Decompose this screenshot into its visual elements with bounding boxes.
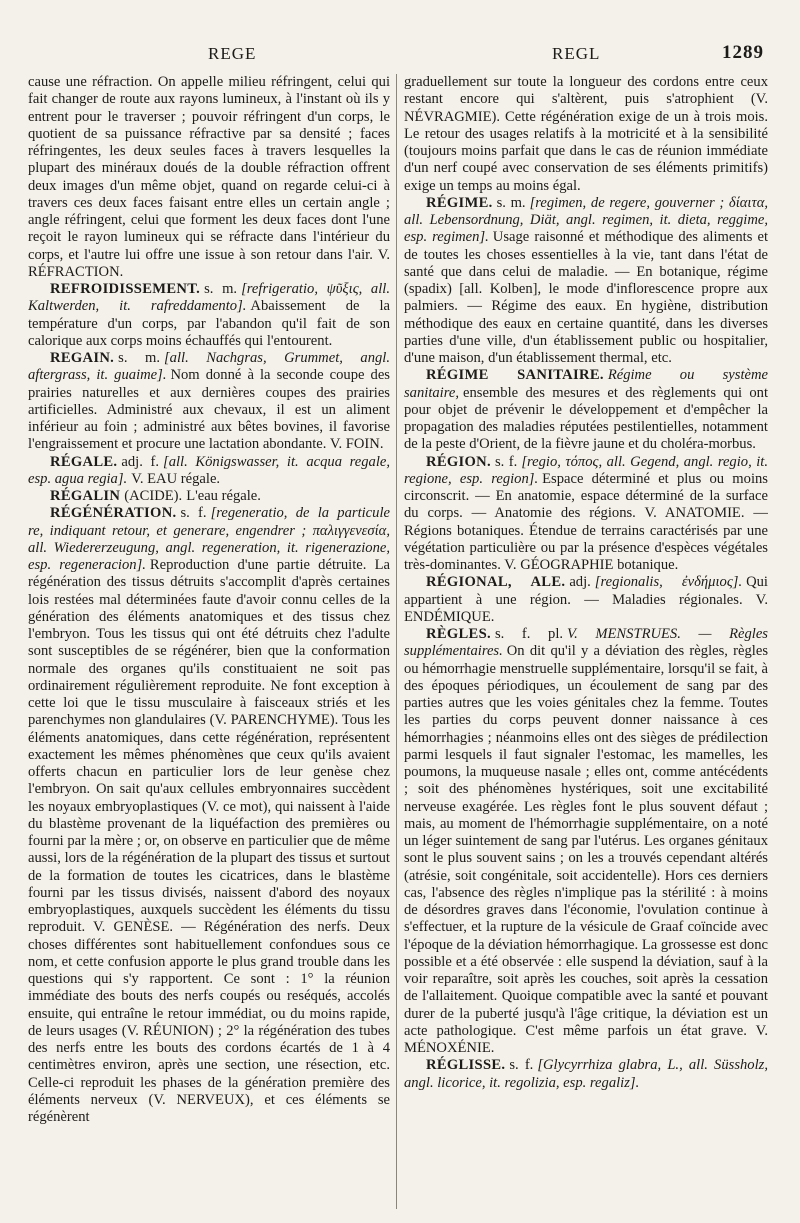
entry-etymology: [regeneratio, de la particule re, indiquant retour, et generare, engendrer ; παλιγγενεσία, all. Wiedererzeugung, angl. regeneration, it. rigenerazione, esp. regeneracion].	[28, 505, 390, 573]
entry-definition: Qui appartient à une région. — Maladies régionales. V. ENDÉMIQUE.	[404, 574, 768, 625]
entry-headword: RÉGALIN	[50, 488, 121, 504]
entry-grammar: s. m.	[204, 281, 238, 297]
entry-grammar: (ACIDE).	[124, 488, 183, 504]
entry-grammar: s. f.	[180, 505, 207, 522]
entry-definition: Nom donné à la seconde coupe des prairies naturelles et aux dernières coupes des prairies artificielles. Administré aux chevaux, il est un aliment inférieur au foin ; administré aux bêtes bovines, il favorise l'engraissement et procure une lactation abondante. V. FOIN.	[28, 367, 390, 453]
entry-headword: REGAIN.	[50, 350, 115, 366]
right-column	[404, 74, 768, 1214]
entry-definition: On dit qu'il y a déviation des règles, règles ou hémorrhagie menstruelle supplémentaire, lorsqu'il se fait, à des époques périodiques, un écoulement de sang par des parties autres que les voies génitales chez la femme. Toutes les parties du corps peuvent donner naissance à ces hémorrhagies ; néanmoins elles ont des sièges de prédilection parmi lesquels il faut signaler l'estomac, les mamelles, les poumons, la muqueuse nasale ; elles ont, comme antécédents ; soit des phénomènes hystériques, soit une excitabilité nerveuse exagérée. Les règles font le plus souvent défaut ; mais, au moment de l'hémorrhagie supplémentaire, on a noté un léger suintement de sang par l'utérus. Les organes génitaux sont le plus souvent sains ; on les a trouvés cependant altérés (atrésie, soit congénitale, soit accidentelle). Hors ces derniers cas, l'absence des règles n'implique pas la stérilité : à moins de désordres graves dans l'économie, l'ovulation continue à s'effectuer, et la rupture de la vésicule de Graaf coïncide avec l'époque de la déviation hémorrhagique. La grossesse est donc possible et a été observée : elle suspend la déviation, sauf à la voir reparaître, soit après les couches, soit après la cessation de l'allaitement. Quoique compatible avec la santé et pouvant durer de la puberté jusqu'à l'âge critique, la déviation est un acte pathologique. C'est même parfois un état grave. V. MÉNOXÉNIE.	[404, 643, 768, 1056]
dictionary-entry	[404, 1057, 768, 1092]
entry-grammar: adj. f.	[121, 453, 160, 470]
entry-grammar: s. m.	[118, 350, 160, 366]
entry-etymology: Régime ou système sanitaire,	[404, 367, 768, 401]
entry-etymology: [regimen, de regere, gouverner ; δίαιτα, all. Lebensordnung, Diät, angl. regimen, it. dieta, reggime, esp. regimen].	[404, 194, 768, 246]
entry-grammar: s. f. pl.	[494, 626, 564, 642]
dictionary-entry	[28, 281, 390, 350]
entry-etymology: [all. Königswasser, it. acqua regale, esp. agua regia].	[28, 453, 390, 487]
dictionary-entry	[28, 350, 390, 454]
left-column	[28, 74, 390, 1214]
entry-etymology: [regionalis, ἐνδήμιος].	[594, 574, 743, 591]
dictionary-entry	[404, 367, 768, 453]
entry-definition: L'eau régale.	[186, 488, 261, 504]
entry-definition: Abaissement de la température d'un corps, par l'abandon qu'il fait de son calorique aux corps moins échauffés qui l'entourent.	[28, 298, 390, 349]
dictionary-entry	[28, 505, 390, 1126]
entry-grammar: s. f.	[494, 453, 518, 470]
entry-etymology: [refrigeratio, ψῦξις, all. Kaltwerden, it. rafreddamento].	[28, 281, 390, 315]
entry-grammar: adj.	[569, 574, 591, 591]
entry-grammar: s. m.	[496, 194, 526, 211]
entry-etymology: [all. Nachgras, Grummet, angl. aftergrass, it. guaime].	[28, 350, 390, 384]
entry-definition: ensemble des mesures et des règlements qui ont pour objet de prévenir le développement et d'empêcher la propagation des maladies réputées pestilentielles, notamment de la peste d'Orient, de la fièvre jaune et du choléra-morbus.	[404, 384, 768, 453]
entry-headword: RÉGALE.	[50, 453, 118, 470]
column-divider	[396, 74, 397, 1209]
entry-headword: RÉGIONAL, ALE.	[426, 574, 566, 591]
page-number: 1289	[722, 42, 764, 63]
entry-definition: Usage raisonné et méthodique des aliments et de toutes les choses essentielles à la vie, tant dans l'état de santé que dans celui de maladie. — En botanique, régime (spadix) [all. Kolben], le mode d'inflorescence propre aux palmiers. — Régime des eaux. En hygiène, distribution méthodique des eaux en certaine quantité, dans les diverses parties d'une ville, d'un établissement public ou hospitalier, d'une maison, d'un établissement thermal, etc.	[404, 229, 768, 366]
entry-etymology: V. MENSTRUES. — Règles supplémentaires.	[404, 626, 768, 660]
entry-headword: RÉGLISSE.	[426, 1057, 506, 1074]
dictionary-entry	[404, 195, 768, 368]
dictionary-entry	[404, 626, 768, 1057]
entry-definition: Reproduction d'une partie détruite. La régénération des tissus détruits s'accomplit d'après certaines lois restées mal déterminées faute d'avoir connu celles de la génération des éléments anatomiques et des tissus chez l'embryon. Tous les tissus qui ont été détruits chez l'adulte sont susceptibles de se régénérer, bien que la conformation normale des organes qu'ils constituaient ne soit pas ordinairement régulièrement reproduite. Ne font exception à cette loi que le tissu musculaire à faisceaux striés et les parenchymes non glandulaires (V. PARENCHYME). Tous les éléments anatomiques, dans cette régénération, représentent exactement les mêmes phénomènes que ceux qu'ils avaient offerts chacun en particulier lors de leur genèse chez l'embryon. On sait qu'aux cellules embryonnaires succèdent les noyaux embryoplastiques (V. ce mot), qui naissent à l'aide du blastème provenant de la liquéfaction des premières ou fourni par la mère ; or, on observe en particulier que de même aussi, lors de la régénération de la plupart des tissus et surtout de la formation de toutes les cicatrices, dans le blastème fourni par les tissus divisés, naissent d'abord des noyaux embryoplastiques, auxquels succèdent les éléments du tissu reproduit. V. GENÈSE. — Régénération des nerfs. Deux choses différentes sont habituellement confondues sous ce nom, et cette confusion apporte le plus grand trouble dans les questions qui s'y rapportent. Ce sont : 1° la réunion immédiate des bouts des nerfs coupés ou reséqués, accolés ensuite, qui entraîne le retour immédiat, ou du moins rapide, de leurs usages (V. RÉUNION) ; 2° la régénération des tubes des nerfs entre les bouts des cordons écartés de 1 à 4 centimètres environ, après une section, une résection, etc. Celle-ci reproduit les phases de la génération première des éléments nerveux (V. NERVEUX), et ces éléments se régénèrent	[28, 557, 390, 1125]
entry-headword: RÉGÉNÉRATION.	[50, 505, 177, 522]
dictionary-entry	[404, 454, 768, 575]
entry-headword: RÉGION.	[426, 453, 491, 470]
entry-headword: RÈGLES.	[426, 626, 491, 642]
entry-definition: Espace déterminé et plus ou moins circonscrit. — En anatomie, espace déterminé de la surface du corps. — Anatomie des régions. V. ANATOMIE. — Régions botaniques. Étendue de terrains caractérisés par une végétation particulière ou par la présence d'espèces végétales très-dominantes. V. GÉOGRAPHIE botanique.	[404, 470, 768, 573]
dictionary-entry	[404, 574, 768, 626]
entry-definition: V. EAU régale.	[131, 470, 221, 487]
entry-etymology: [regio, τόπος, all. Gegend, angl. regio, it. regione, esp. region].	[404, 453, 768, 487]
entry-headword: REFROIDISSEMENT.	[50, 281, 201, 297]
dictionary-entry	[28, 488, 390, 505]
continuation-text: graduellement sur toute la longueur des cordons entre ceux restant encore qui s'altèrent, puis s'atrophient (V. NÉVRAGMIE). Cette régénération exige de un à trois mois. Le retour des usages relatifs à la motricité et à la sensibilité (toujours moins parfait que dans le cas de réunion immédiate d'un nerf coupé avec conservation de ses éléments primitifs) exige un temps au moins égal.	[404, 74, 768, 194]
entry-headword: RÉGIME.	[426, 194, 493, 211]
entry-headword: RÉGIME SANITAIRE.	[426, 367, 604, 384]
page-header	[30, 44, 770, 70]
left-running-head: REGE	[208, 44, 257, 63]
dictionary-entry	[28, 454, 390, 489]
right-running-head: REGL	[552, 44, 601, 63]
entry-etymology: [Glycyrrhiza glabra, L., all. Süssholz, angl. licorice, it. regolizia, esp. regaliz].	[404, 1057, 768, 1091]
entry-grammar: s. f.	[509, 1057, 534, 1074]
continuation-text: cause une réfraction. On appelle milieu réfringent, celui qui fait changer de route aux rayons lumineux, à l'instant où ils y entrent pour le traverser ; pouvoir réfringent d'un corps, le quotient de sa puissance réfractive par sa densité ; faces réfringentes, les deux seules faces à travers lesquelles la plupart des minéraux doués de la double réfraction offrent deux images d'un même objet, quand on regarde celui-ci à travers ces deux faces faisant entre elles un certain angle ; angle réfringent, celui que forment les deux faces dont l'une reçoit le rayon lumineux qui se réfracte dans l'intérieur du corps, et l'autre lui offre une issue à son retour dans l'air. V. RÉFRACTION.	[28, 74, 390, 280]
